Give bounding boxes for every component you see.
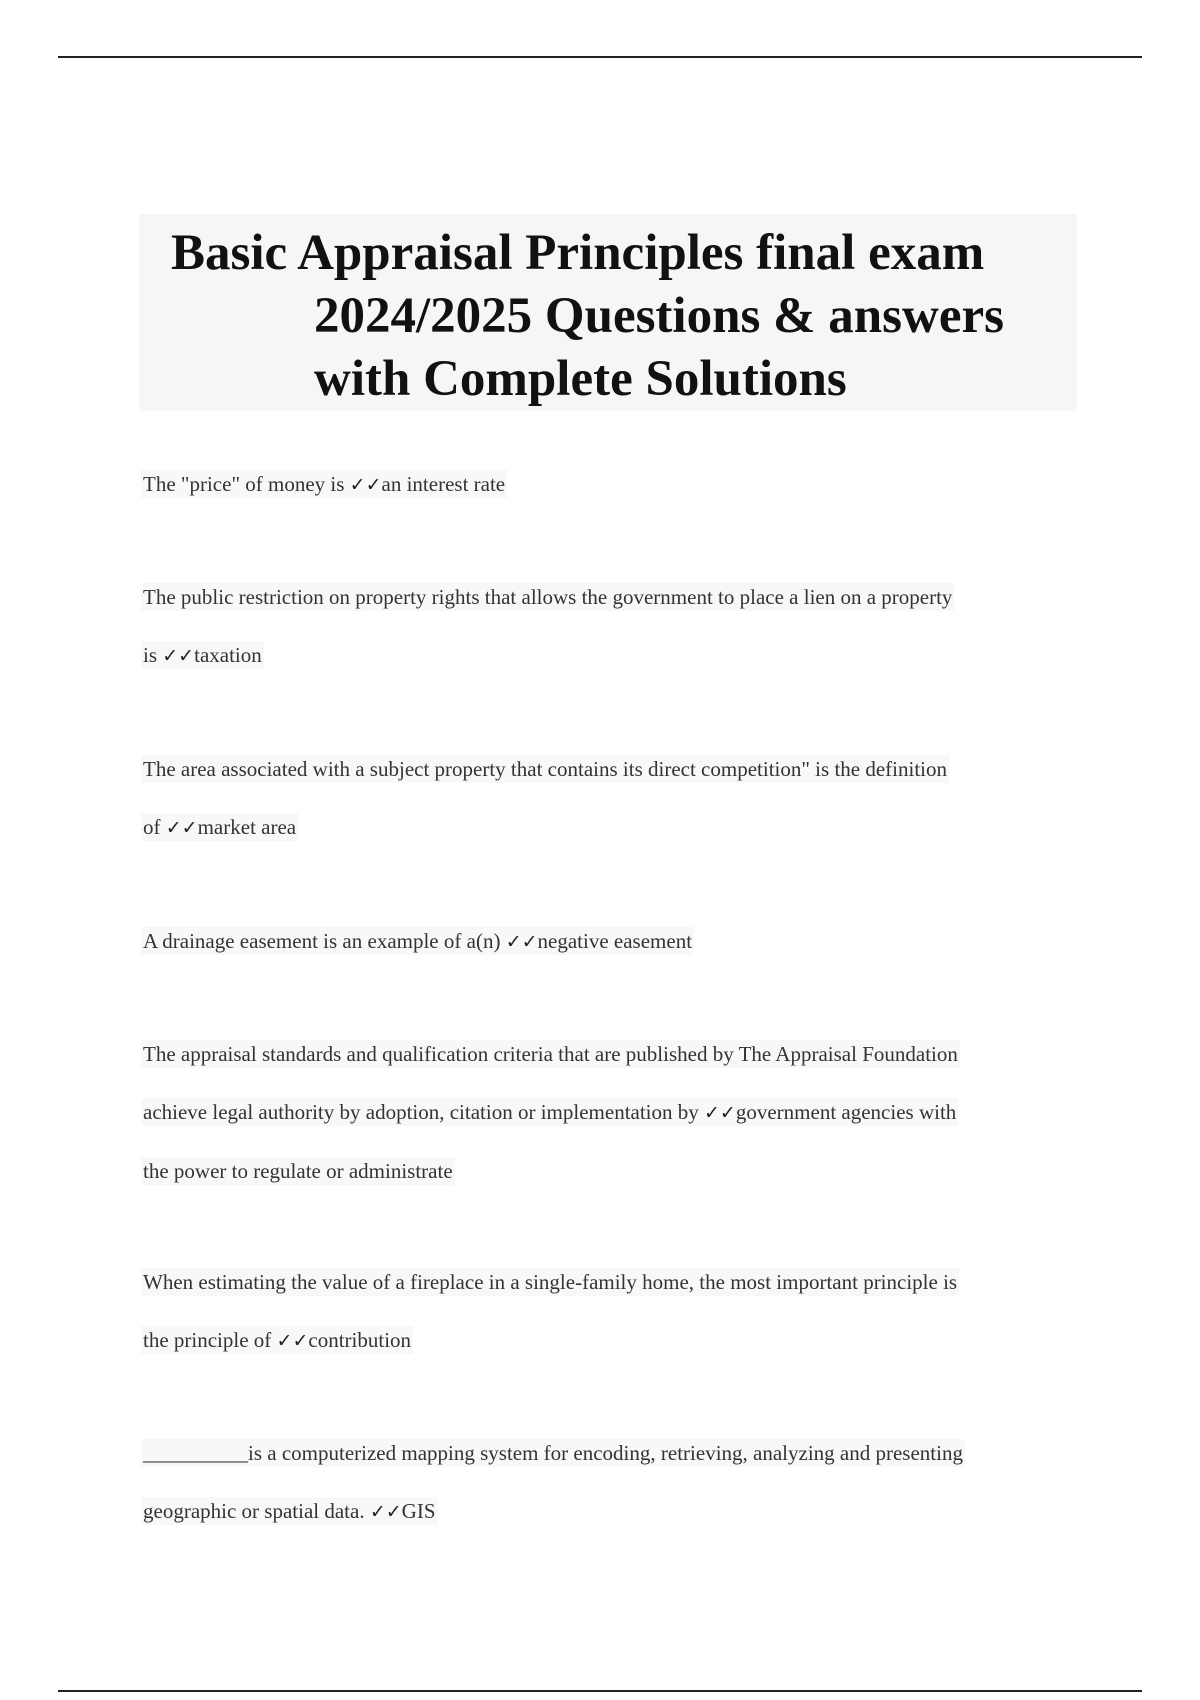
footer-rule — [58, 1690, 1142, 1692]
qa-line — [141, 1482, 1071, 1541]
answer-text: the power to regulate or administrate — [143, 1159, 453, 1183]
question-text: When estimating the value of a fireplace in a single-family home, the most important principle is — [143, 1270, 958, 1294]
title-line-1: Basic Appraisal Principles final exam — [171, 225, 985, 281]
qa-item-7 — [141, 1424, 1071, 1541]
qa-item-1 — [141, 455, 1071, 514]
question-text: A drainage easement is an example of a(n) — [143, 929, 506, 953]
question-text: The public restriction on property rights that allows the government to place a lien on a property — [143, 585, 953, 609]
qa-line — [141, 455, 1071, 514]
header-rule — [58, 56, 1142, 58]
qa-line — [141, 1253, 1071, 1311]
qa-item-3 — [141, 740, 1071, 857]
qa-line — [141, 1025, 1071, 1083]
question-text: achieve legal authority by adoption, citation or implementation by — [143, 1100, 705, 1124]
double-check-icon: ✓✓ — [704, 1102, 736, 1124]
qa-line — [141, 798, 1071, 857]
answer-text: an interest rate — [381, 472, 506, 496]
qa-line — [141, 912, 1071, 971]
qa-line — [141, 740, 1071, 798]
question-text: is — [143, 643, 163, 667]
question-text: __________is a computerized mapping system for encoding, retrieving, analyzing and presenting — [143, 1441, 963, 1465]
answer-text: taxation — [194, 643, 262, 667]
answer-text: government agencies with — [735, 1100, 957, 1124]
qa-item-5 — [141, 1025, 1071, 1200]
title-line-2: 2024/2025 Questions & answers — [314, 288, 1004, 344]
answer-text: market area — [197, 815, 297, 839]
qa-item-6 — [141, 1253, 1071, 1370]
question-text: of — [143, 815, 166, 839]
double-check-icon: ✓✓ — [276, 1330, 309, 1352]
qa-line — [141, 1083, 1071, 1142]
double-check-icon: ✓✓ — [349, 474, 382, 496]
answer-text: contribution — [308, 1328, 412, 1352]
question-text: The appraisal standards and qualification criteria that are published by The Appraisal Foundation — [143, 1042, 958, 1066]
double-check-icon: ✓✓ — [505, 931, 538, 953]
question-text: geographic or spatial data. — [143, 1499, 370, 1523]
title-block — [139, 214, 1077, 411]
double-check-icon: ✓✓ — [162, 645, 195, 667]
title-line-3: with Complete Solutions — [314, 351, 847, 407]
double-check-icon: ✓✓ — [369, 1501, 402, 1523]
qa-item-2 — [141, 568, 1071, 685]
double-check-icon: ✓✓ — [165, 817, 198, 839]
qa-line — [141, 1142, 1071, 1200]
qa-line — [141, 568, 1071, 626]
qa-item-4 — [141, 912, 1071, 971]
qa-line — [141, 626, 1071, 685]
answer-text: negative easement — [537, 929, 693, 953]
question-text: the principle of — [143, 1328, 277, 1352]
question-text: The "price" of money is — [143, 472, 350, 496]
answer-text: GIS — [401, 1499, 436, 1523]
qa-line — [141, 1424, 1071, 1482]
question-text: The area associated with a subject property that contains its direct competition" is the definition — [143, 757, 947, 781]
qa-line — [141, 1311, 1071, 1370]
